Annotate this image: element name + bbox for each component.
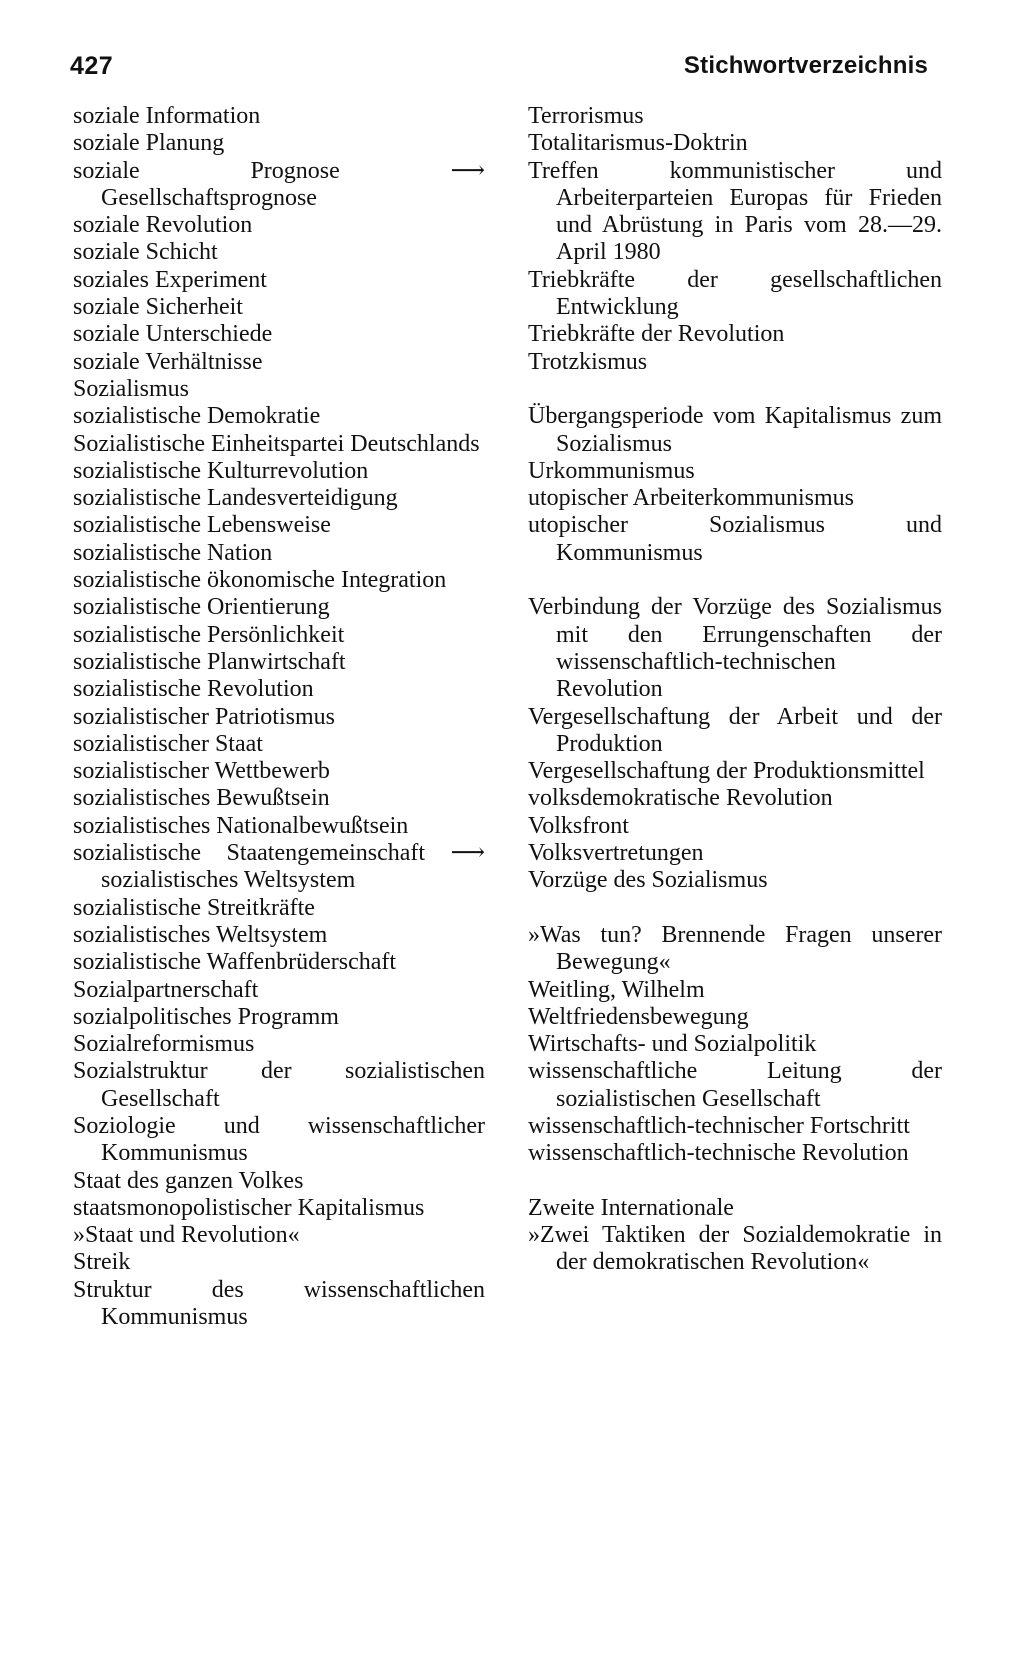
index-entry: soziale Revolution (73, 212, 253, 239)
index-entry: Volksvertretungen (528, 840, 704, 867)
index-entry: Zweite Internationale (528, 1194, 734, 1221)
index-entry: soziale Information (73, 103, 261, 129)
index-entry: Soziologie und wissenschaftlicher Kommunismus (73, 1112, 485, 1167)
index-entry: Volksfront (528, 812, 629, 839)
index-entry: Streik (73, 1249, 131, 1276)
index-entry: sozialistische Kulturrevolution (73, 457, 369, 484)
index-entry: soziale Verhältnisse (73, 348, 263, 375)
index-entry: Verbindung der Vorzüge des Sozialismus mit den Errungenschaften der wissenschaftlich-technischen Revolution (528, 594, 942, 703)
index-entry: Weitling, Wilhelm (528, 976, 705, 1003)
index-entry: soziale Sicherheit (73, 294, 243, 321)
index-entry: sozialistische Staatengemeinschaft ⟶ sozialistisches Weltsystem (73, 840, 485, 894)
index-entry: sozialistisches Weltsystem (73, 921, 328, 948)
index-entry: soziale Unterschiede (73, 321, 273, 348)
index-entry: wissenschaftlich-technischer Fortschritt (528, 1112, 910, 1139)
letter-group-gap (528, 376, 942, 403)
index-entry: sozialistische Streitkräfte (73, 894, 315, 921)
index-entry: »Zwei Taktiken der Sozialdemokratie in der demokratischen Revolution« (528, 1222, 942, 1276)
index-entry: »Staat und Revolution« (73, 1222, 300, 1249)
index-entry: Triebkräfte der Revolution (528, 321, 785, 348)
index-entry: sozialistischer Staat (73, 730, 263, 757)
running-head: Stichwortverzeichnis (683, 52, 928, 79)
index-entry: Sozialstruktur der sozialistischen Gesellschaft (73, 1058, 485, 1112)
index-entry: sozialpolitisches Programm (73, 1003, 339, 1030)
index-entry: wissenschaftliche Leitung der sozialistischen Gesellschaft (528, 1058, 942, 1112)
index-entry: soziale Schicht (73, 239, 218, 266)
index-entry: Staat des ganzen Volkes (73, 1167, 304, 1194)
index-entry: sozialistische Landesverteidigung (73, 485, 398, 512)
index-entry: wissenschaftlich-technische Revolution (528, 1140, 909, 1167)
index-entry: Triebkräfte der gesellschaftlichen Entwicklung (528, 266, 942, 321)
index-entry: utopischer Sozialismus und Kommunismus (528, 512, 942, 566)
index-entry: Sozialpartnerschaft (73, 976, 259, 1003)
index-entry: sozialistische Orientierung (73, 594, 330, 621)
index-entry: utopischer Arbeiterkommunismus (528, 485, 854, 512)
index-entry: Übergangsperiode vom Kapitalismus zum Sozialismus (528, 403, 942, 457)
index-entry: Sozialismus (73, 375, 190, 402)
index-entry: sozialistisches Nationalbewußtsein (73, 812, 409, 839)
index-entry: sozialistische Waffenbrüderschaft (73, 949, 397, 976)
index-entry: volksdemokratische Revolution (528, 785, 833, 812)
index-entry: Weltfriedensbewegung (528, 1003, 749, 1030)
index-entry: sozialistische ökonomische Integration (73, 567, 447, 594)
index-entry: Urkommunismus (528, 457, 695, 484)
index-entry: Wirtschafts- und Sozialpolitik (528, 1031, 817, 1058)
index-entry: Vorzüge des Sozialismus (528, 867, 768, 894)
index-entry: »Was tun? Brennende Fragen unserer Bewegung« (528, 921, 942, 976)
page-number: 427 (70, 52, 114, 80)
index-entry: Sozialistische Einheitspartei Deutschlands (73, 430, 480, 457)
index-entry: Totalitarismus-Doktrin (528, 130, 748, 157)
index-entry: sozialistisches Bewußtsein (73, 785, 330, 812)
index-entry: sozialistischer Wettbewerb (73, 758, 330, 785)
letter-group-gap (528, 567, 942, 594)
index-entry: Treffen kommunistischer und Arbeiterparteien Europas für Frieden und Abrüstung in Paris vom 28.—29. April 1980 (528, 157, 942, 266)
index-entry: sozialistische Nation (73, 539, 273, 566)
letter-group-gap (528, 1168, 942, 1195)
index-entry: Trotzkismus (528, 348, 648, 375)
index-entry: Vergesellschaftung der Produktionsmittel (528, 758, 925, 785)
index-entry: Terrorismus (528, 103, 644, 129)
index-entry: staatsmonopolistischer Kapitalismus (73, 1194, 425, 1221)
index-entry: sozialistischer Patriotismus (73, 703, 335, 730)
index-entry: sozialistische Revolution (73, 676, 314, 703)
index-entry: sozialistische Persönlichkeit (73, 621, 345, 648)
index-entry: soziale Planung (73, 130, 225, 157)
index-entry: sozialistische Demokratie (73, 403, 321, 430)
index-entry: soziale Prognose ⟶ Gesellschaftsprognose (73, 157, 485, 211)
index-entry: Vergesellschaftung der Arbeit und der Produktion (528, 703, 942, 757)
letter-group-gap (528, 895, 942, 922)
index-entry: Struktur des wissenschaftlichen Kommunismus (73, 1276, 485, 1331)
index-entry: sozialistische Planwirtschaft (73, 648, 346, 675)
index-entry: sozialistische Lebensweise (73, 512, 331, 539)
index-entry: Sozialreformismus (73, 1031, 255, 1058)
index-entry: soziales Experiment (73, 266, 267, 293)
index-column-left (73, 103, 485, 1331)
index-column-right (528, 103, 942, 1277)
